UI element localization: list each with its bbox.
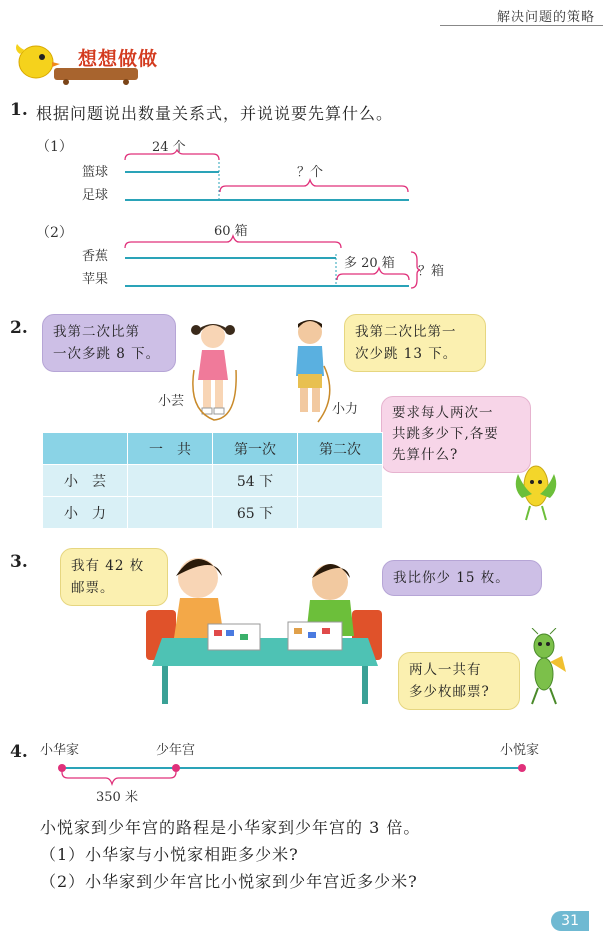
table-cell: 65 下: [213, 497, 298, 529]
q1-part2-diagram: [120, 234, 420, 294]
name-label-xiaoyun: 小芸: [158, 394, 185, 409]
q1-part2-label: （2）: [36, 225, 73, 241]
q1-part1-label: （1）: [36, 139, 73, 155]
table-cell: [298, 497, 383, 529]
girl-jump-rope-illustration: [180, 320, 250, 430]
q1-part2-row2: 苹果: [82, 272, 109, 287]
question-4-number: 4.: [10, 742, 28, 762]
question-3-number: 3.: [10, 552, 28, 572]
q1-part2-row1: 香蕉: [82, 249, 109, 264]
running-header: 解决问题的策略: [496, 10, 595, 25]
question-1-number: 1.: [10, 100, 28, 120]
table-cell: 小 力: [43, 497, 128, 529]
table-cell: [128, 465, 213, 497]
table-cell: [298, 465, 383, 497]
speech-bubble-xiaoyun: 我第二次比第 一次多跳 8 下。: [42, 314, 176, 372]
speech-bubble-boy-stamps: 我比你少 15 枚。: [382, 560, 542, 596]
table-header-cell: [43, 433, 128, 465]
table-cell: [128, 497, 213, 529]
corn-character-icon: [512, 458, 560, 522]
table-header-cell: 第一次: [213, 433, 298, 465]
q1-part2-unknown: ？箱: [418, 264, 445, 279]
label-xiaoyue-home: 小悦家: [500, 743, 540, 758]
question-4-sub1: （1）小华家与小悦家相距多少米?: [40, 845, 299, 864]
q1-part2-total: 60 箱: [214, 224, 248, 239]
label-xiaohua-home: 小华家: [40, 743, 80, 758]
speech-bubble-question-2: 要求每人两次一 共跳多少下,各要 先算什么?: [381, 396, 531, 473]
question-1-text: 根据问题说出数量关系式，并说说要先算什么。: [36, 104, 394, 123]
name-label-xiaoli: 小力: [332, 402, 359, 417]
q1-part1-row2: 足球: [82, 188, 109, 203]
table-cell: 54 下: [213, 465, 298, 497]
grasshopper-character-icon: [520, 628, 568, 708]
children-at-table-illustration: [140, 548, 390, 708]
table-row: [43, 497, 383, 529]
question-4-sub2: （2）小华家到少年宫比小悦家到少年宫近多少米?: [40, 872, 418, 891]
q1-part1-diagram: [120, 148, 420, 208]
header-rule: [440, 25, 603, 26]
label-youth-palace: 少年宫: [156, 743, 196, 758]
q1-part2-more: 多 20 箱: [344, 256, 395, 271]
table-header-cell: 第二次: [298, 433, 383, 465]
speech-bubble-girl-stamps: 我有 42 枚 邮票。: [60, 548, 168, 606]
distance-label: 350 米: [96, 790, 138, 805]
table-header-cell: 一 共: [128, 433, 213, 465]
q1-part1-row1: 篮球: [82, 165, 109, 180]
speech-bubble-xiaoli: 我第二次比第一 次少跳 13 下。: [344, 314, 486, 372]
section-title: 想想做做: [78, 48, 159, 70]
jump-count-table: [42, 432, 383, 529]
table-row: [43, 465, 383, 497]
speech-bubble-question-3: 两人一共有 多少枚邮票?: [398, 652, 520, 710]
table-cell: 小 芸: [43, 465, 128, 497]
question-4-text: 小悦家到少年宫的路程是小华家到少年宫的 3 倍。: [40, 818, 421, 837]
q1-part1-total: 24 个: [152, 140, 186, 155]
question-2-number: 2.: [10, 318, 28, 338]
page-number: 31: [551, 911, 589, 931]
q1-part1-unknown: ？个: [297, 165, 324, 180]
